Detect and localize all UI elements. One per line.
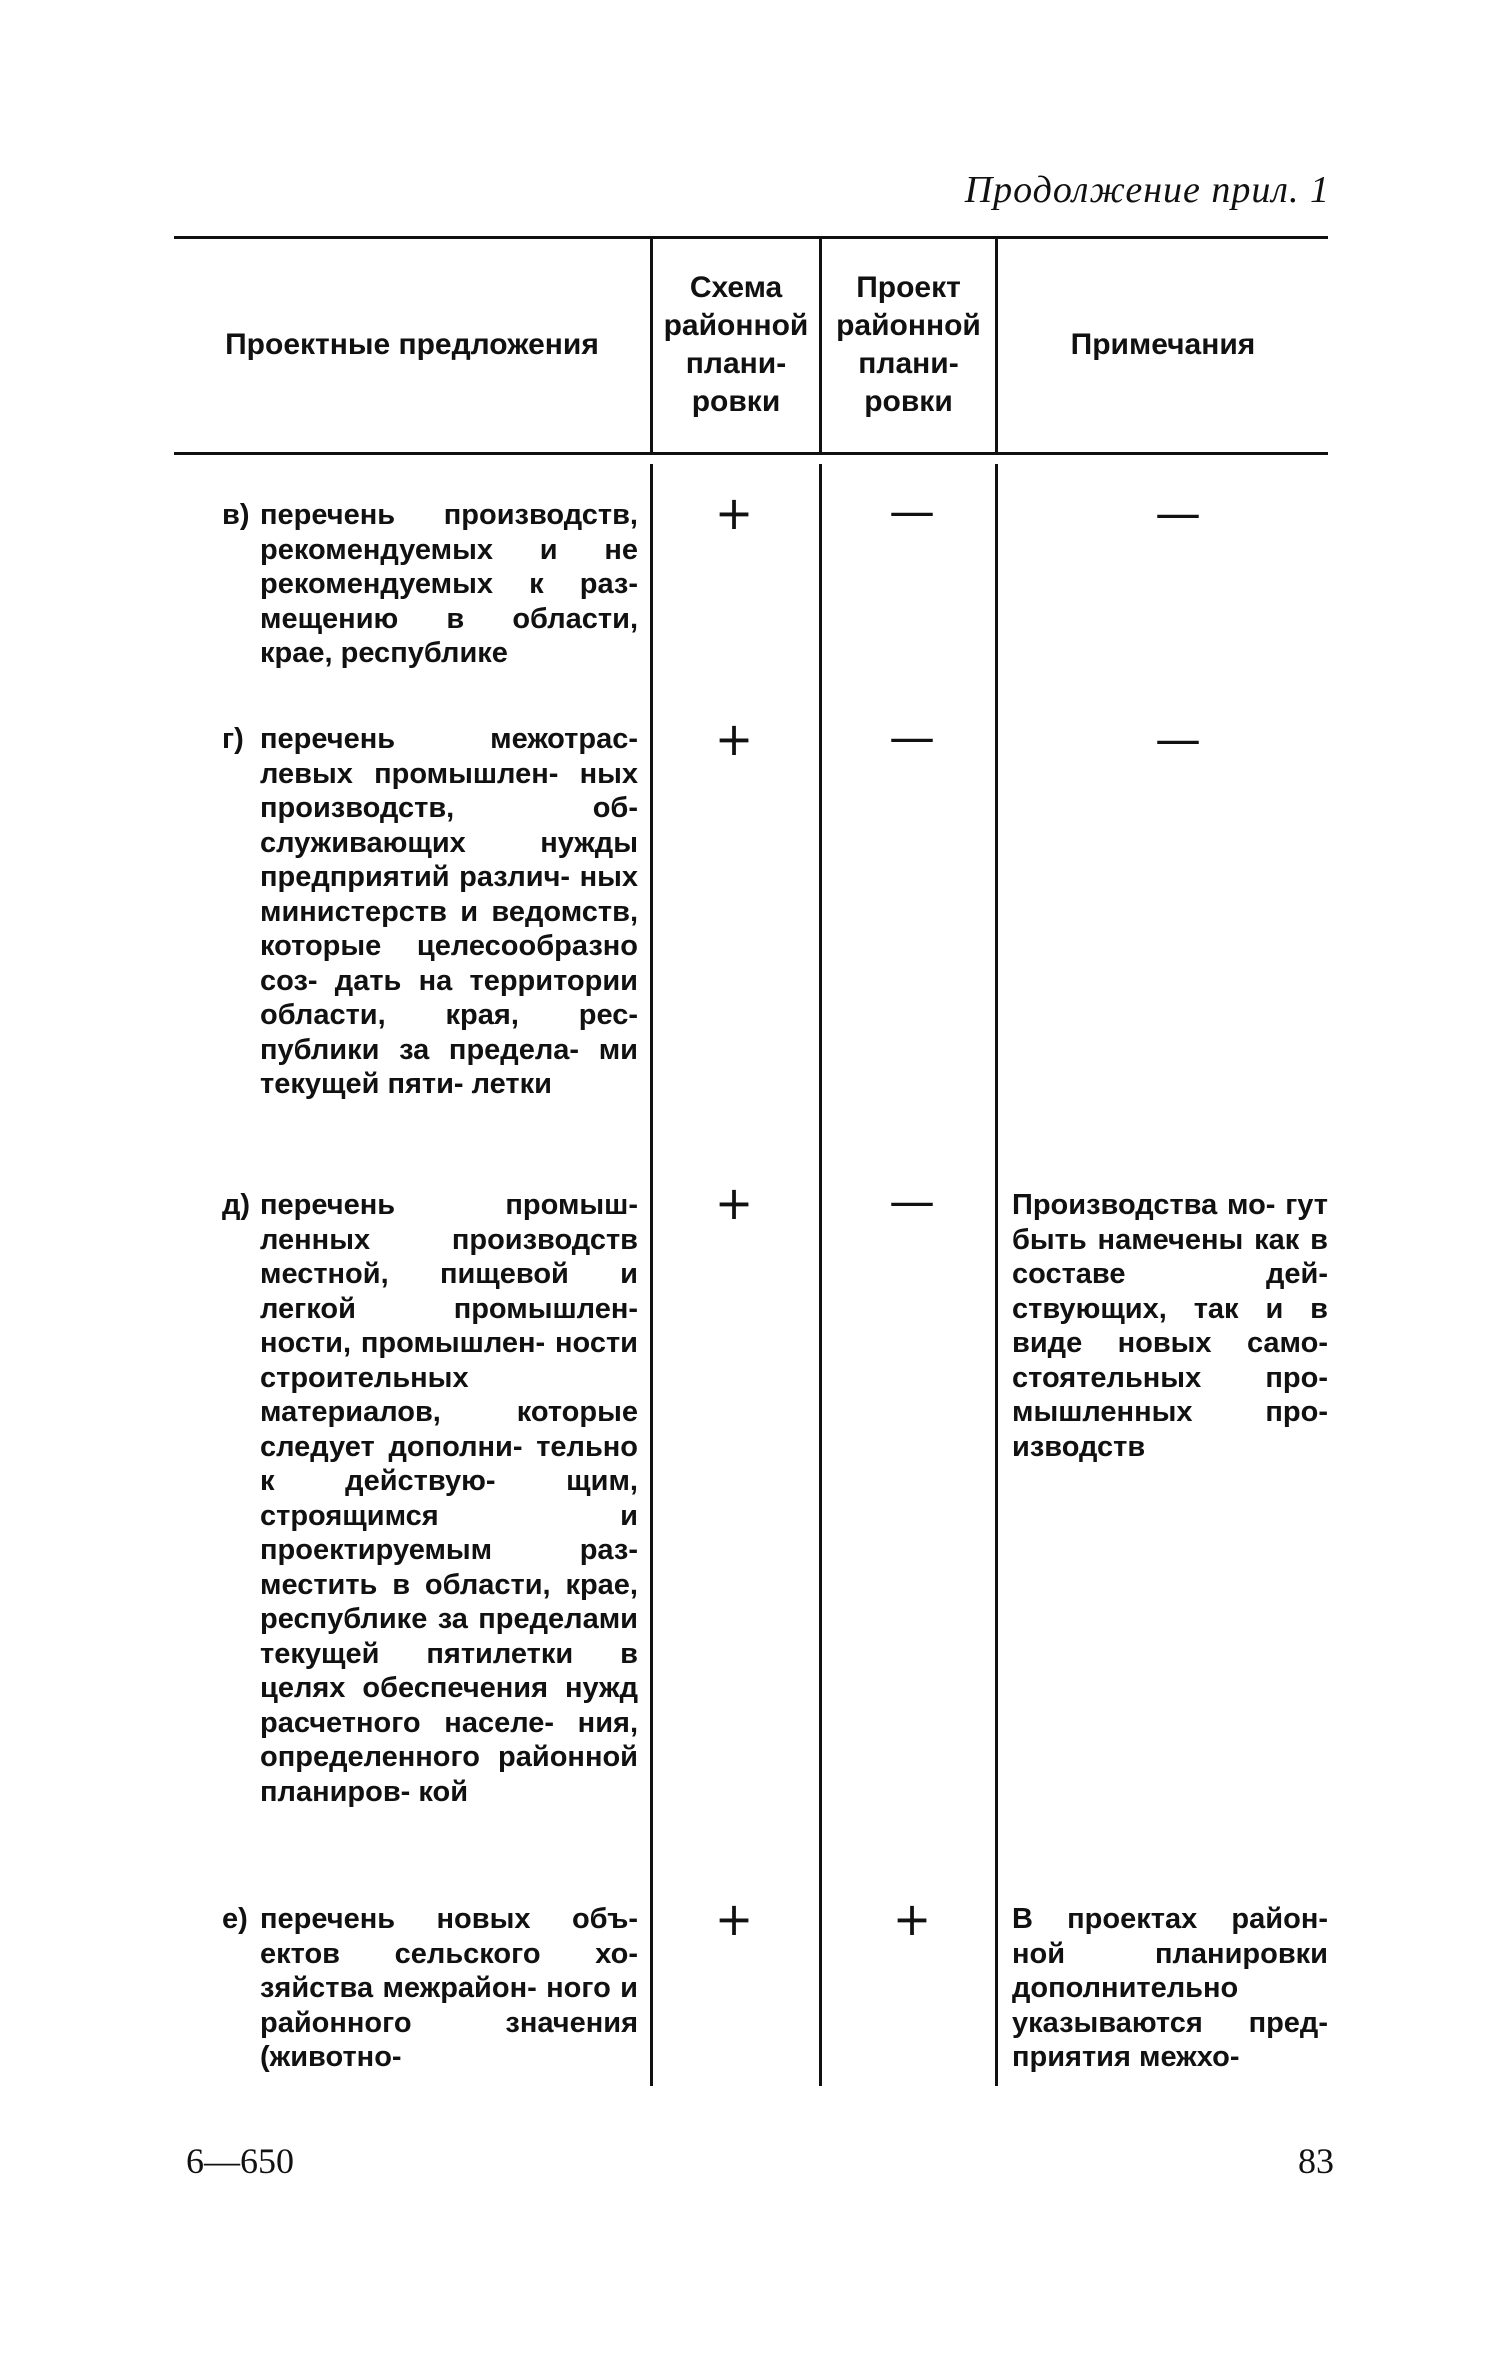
scheme-mark: + <box>714 486 754 540</box>
header-project: Проект районной плани- ровки <box>836 271 981 418</box>
row-text: перечень новых объ- ектов сельского хо- зяйства межрайон- ного и районного значения (животно- <box>260 1903 638 2073</box>
note-mark: — <box>1155 486 1201 540</box>
table-row <box>222 498 638 671</box>
row-letter: д) <box>222 1189 251 1221</box>
row-text: перечень промыш- ленных производств местной, пищевой и легкой промышлен- ности, промышлен- ности строительных материалов, которые следует дополни- тельно к действую- щим, строящимся и проектируемым раз- местить в области, крае, республике за пределами текущей пятилетки в целях обеспечения нужд расчетного населе- ния, определенного районной планиров- кой <box>260 1189 638 1808</box>
project-mark: — <box>889 710 935 764</box>
row-note: В проектах район- ной планировки дополнительно указываются пред- приятия межхо- <box>1012 1903 1328 2073</box>
page-number: 83 <box>1298 2141 1334 2181</box>
continuation-caption: Продолжение прил. 1 <box>964 169 1330 211</box>
scheme-mark: + <box>714 712 754 766</box>
note-mark: — <box>1155 712 1201 766</box>
footer-signature: 6—650 <box>186 2141 294 2181</box>
row-letter: в) <box>222 499 250 531</box>
header-scheme: Схема районной плани- ровки <box>663 271 809 418</box>
scheme-mark: + <box>714 1176 754 1230</box>
row-text: перечень производств, рекомендуемых и не рекомендуемых к раз- мещению в области, крае, республике <box>260 499 638 669</box>
scheme-mark: + <box>714 1892 754 1946</box>
column-divider-3-body <box>995 464 998 2086</box>
table-row <box>222 1188 638 1809</box>
row-letter: г) <box>222 723 244 755</box>
row-letter: е) <box>222 1903 248 1935</box>
table-row <box>222 1902 638 2075</box>
project-mark: + <box>892 1892 932 1946</box>
project-mark: — <box>889 1174 935 1228</box>
header-proposals: Проектные предложения <box>225 328 599 361</box>
column-divider-1-body <box>650 464 653 2086</box>
table-header-rule <box>174 452 1328 455</box>
row-text: перечень межотрас- левых промышлен- ных производств, об- служивающих нужды предприятий различ- ных министерств и ведомств, которые целесообразно соз- дать на территории области, края, рес- публики за предела- ми текущей пяти- летки <box>260 723 638 1100</box>
header-notes: Примечания <box>1070 328 1256 361</box>
row-note: Производства мо- гут быть намечены как в составе дей- ствующих, так и в виде новых само- стоятельных про- мышленных про- изводств <box>1012 1189 1328 1463</box>
table-row <box>222 722 638 1102</box>
column-divider-2-body <box>819 464 822 2086</box>
project-mark: — <box>889 484 935 538</box>
